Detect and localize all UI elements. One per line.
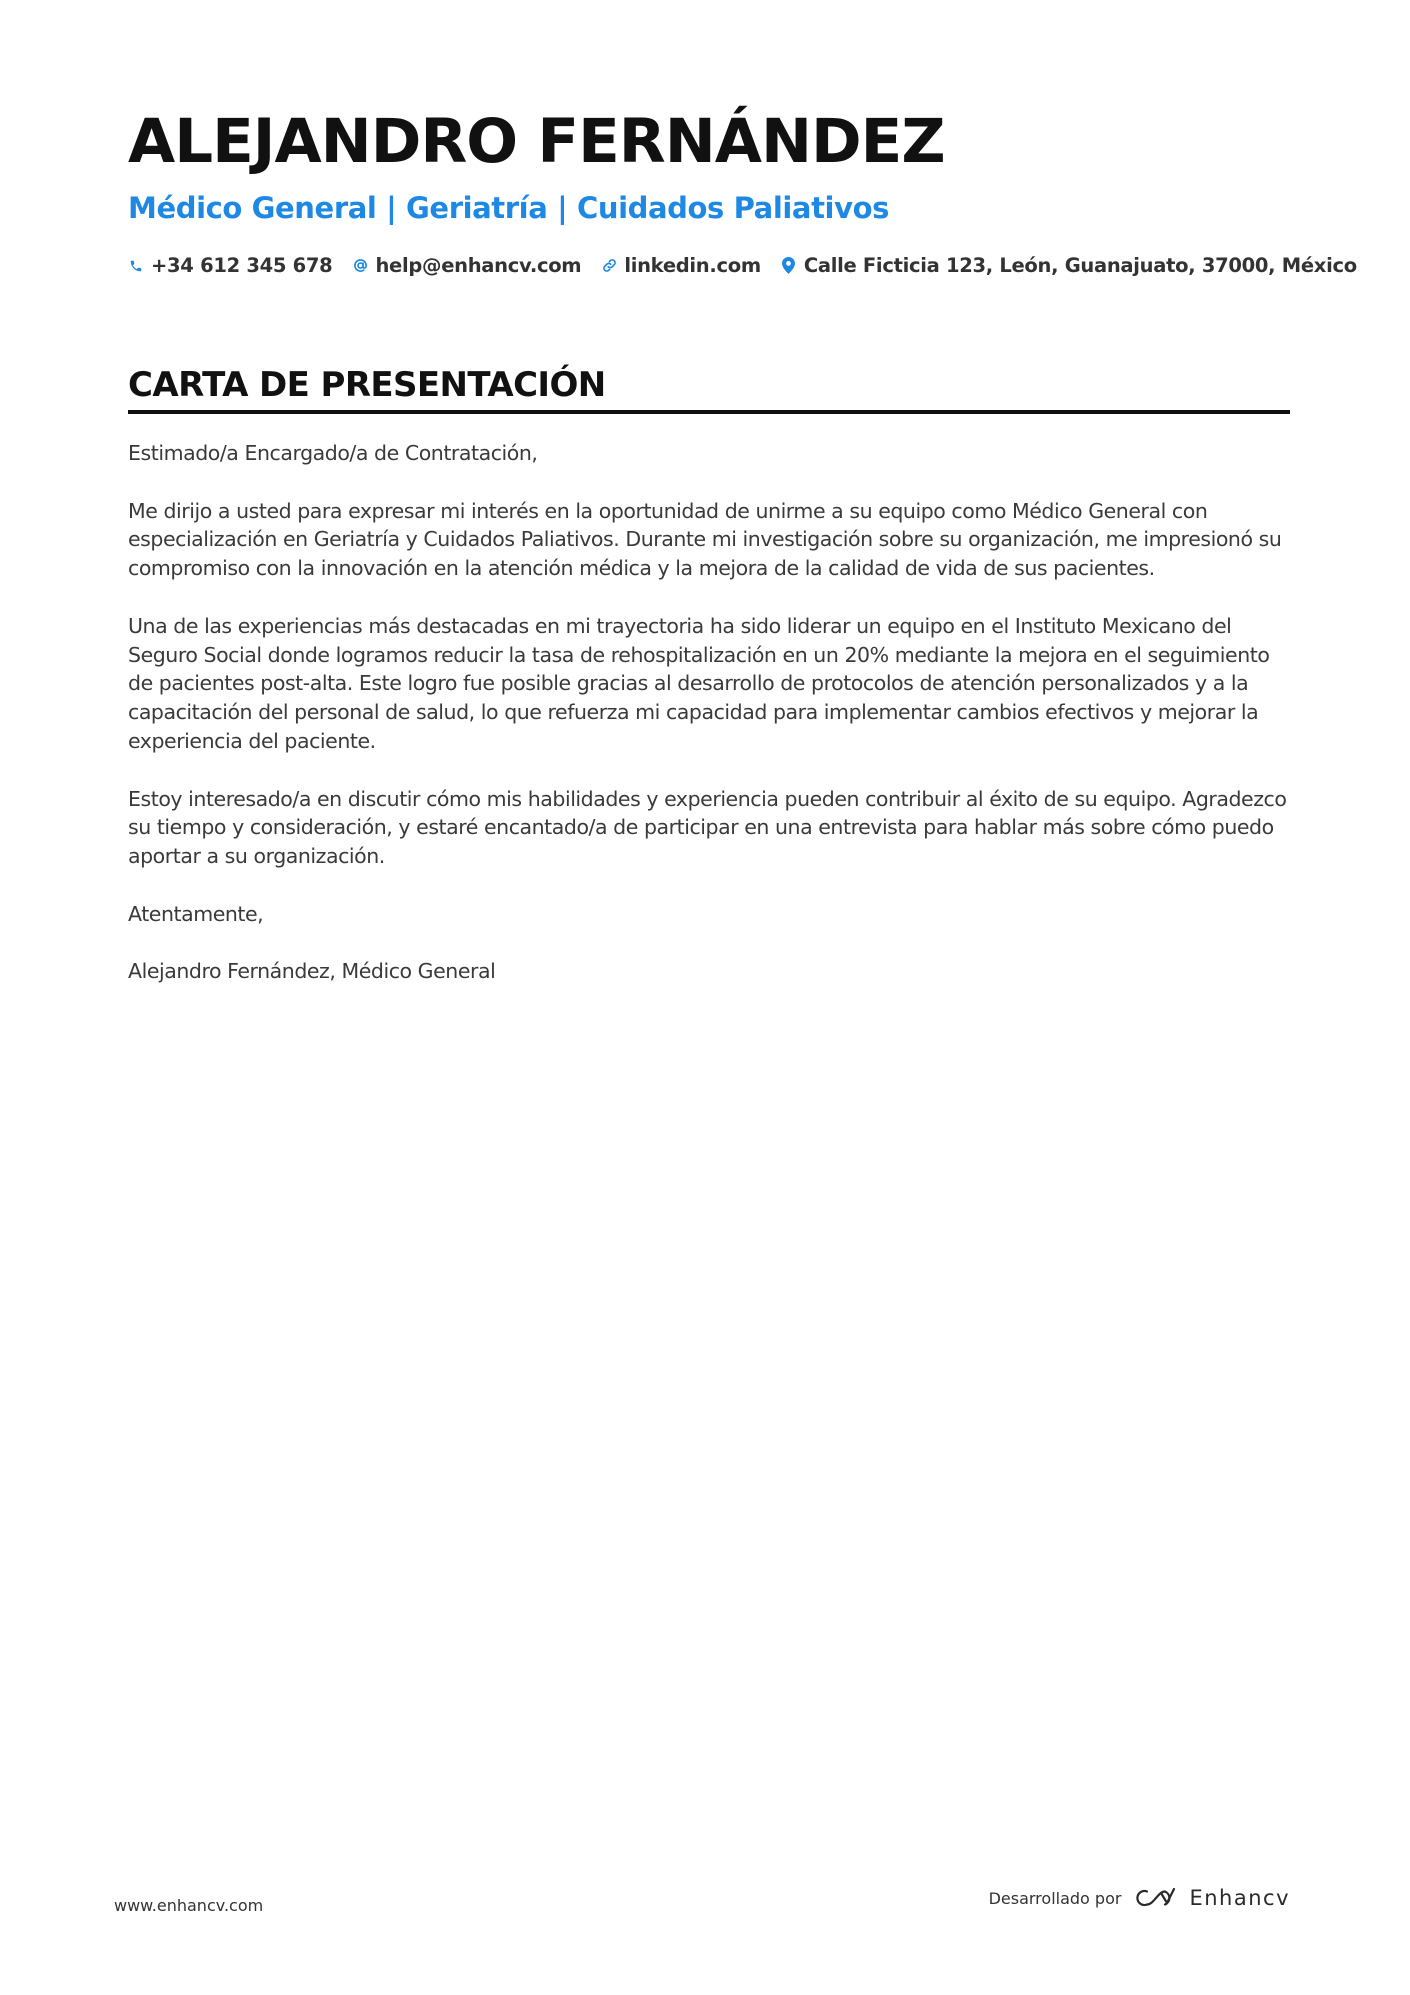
candidate-headline: Médico General | Geriatría | Cuidados Paliativos (128, 191, 889, 225)
letter-paragraph: Me dirijo a usted para expresar mi interés en la oportunidad de unirme a su equipo como Médico General con especialización en Geriatría y Cuidados Paliativos. Durante mi investigación sobre su organización, me impresionó su compromiso con la innovación en la atención médica y la mejora de la calidad de vida de sus pacientes. (128, 498, 1282, 581)
at-icon (352, 257, 368, 275)
letter-signature: Alejandro Fernández, Médico General (128, 959, 496, 984)
section-title: CARTA DE PRESENTACIÓN (128, 365, 606, 405)
letter-paragraph: Una de las experiencias más destacadas en mi trayectoria ha sido liderar un equipo en el Instituto Mexicano del Seguro Social donde logramos reducir la tasa de rehospitalización en un 20% mediante la mejora en el seguimiento de pacientes post-alta. Este logro fue posible gracias al desarrollo de protocolos de atención personalizados y a la capacitación del personal de salud, lo que refuerza mi capacidad para implementar cambios efectivos y mejorar la experiencia del paciente. (128, 613, 1270, 753)
footer-branding (989, 1886, 1290, 1910)
address-text: Calle Ficticia 123, León, Guanajuato, 37000, México (803, 254, 1357, 277)
phone-icon (128, 257, 144, 275)
contact-address (781, 254, 1357, 277)
letter-body (128, 439, 1298, 1015)
candidate-name: ALEJANDRO FERNÁNDEZ (128, 106, 945, 177)
letter-greeting: Estimado/a Encargado/a de Contratación, (128, 441, 538, 465)
brand-name: Enhancv (1189, 1886, 1290, 1910)
enhancv-logo-icon (1133, 1886, 1179, 1910)
linkedin-text: linkedin.com (624, 254, 761, 277)
footer-website[interactable]: www.enhancv.com (114, 1896, 264, 1915)
powered-by-label: Desarrollado por (988, 1888, 1122, 1908)
link-icon (601, 257, 617, 275)
section-divider (128, 410, 1290, 414)
letter-paragraph: Estoy interesado/a en discutir cómo mis habilidades y experiencia pueden contribuir al éxito de su equipo. Agradezco su tiempo y consideración, y estaré encantado/a de participar en una entrevista para hablar más sobre cómo puedo aportar a su organización. (128, 786, 1287, 869)
location-icon (781, 257, 797, 275)
contact-linkedin (601, 254, 761, 277)
contact-email (352, 254, 581, 277)
email-text: help@enhancv.com (375, 254, 582, 277)
letter-closing: Atentamente, (128, 901, 264, 926)
contact-bar (128, 254, 1357, 277)
contact-phone (128, 254, 332, 277)
phone-text: +34 612 345 678 (151, 254, 333, 277)
